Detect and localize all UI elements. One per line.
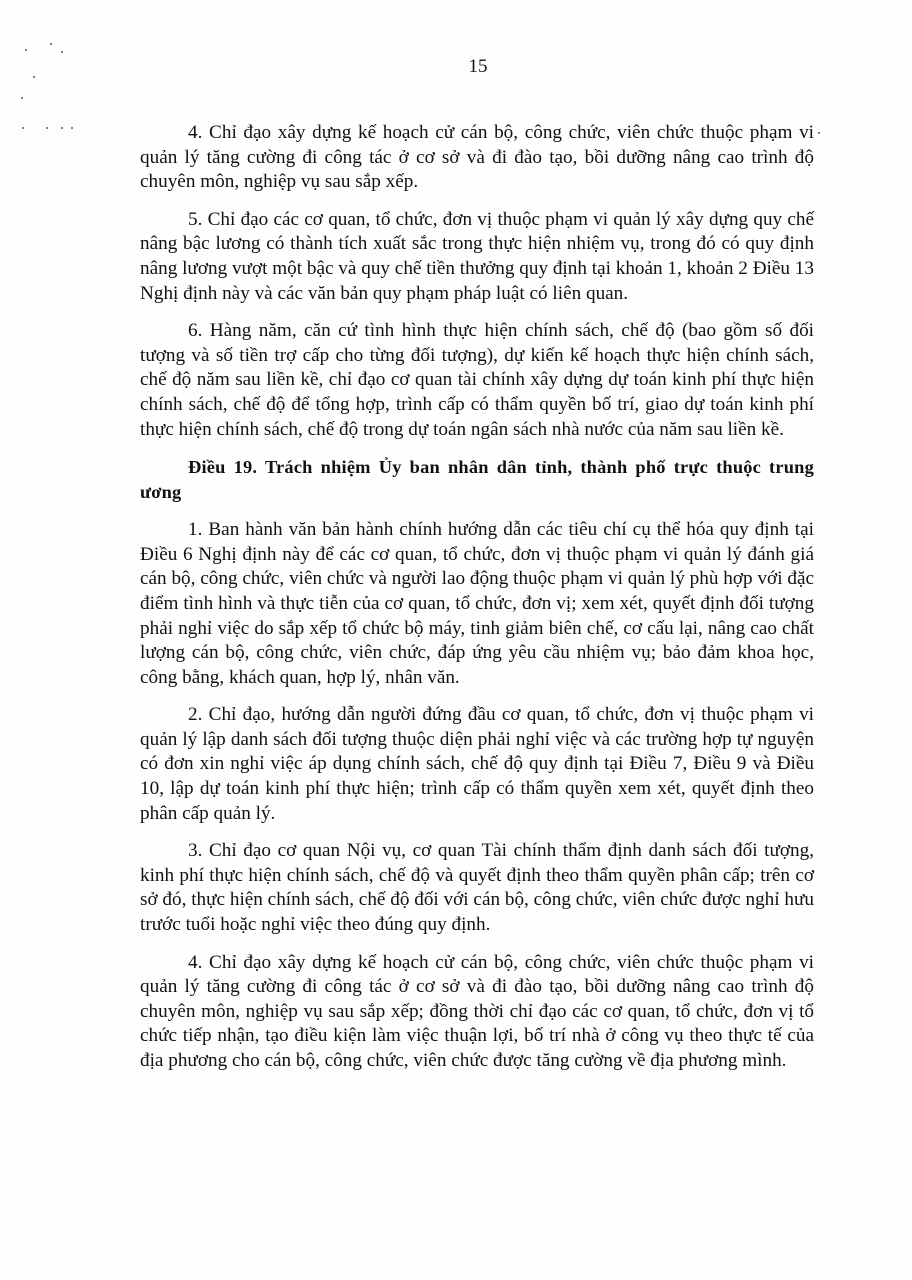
scan-speck: [46, 127, 48, 129]
scan-speck: [25, 49, 27, 51]
scan-speck: [818, 132, 820, 134]
article-19-paragraph-1: 1. Ban hành văn bản hành chính hướng dẫn các tiêu chí cụ thể hóa quy định tại Điều 6 Nghị định này để các cơ quan, tổ chức, đơn vị thuộc phạm vi quản lý đánh giá cán bộ, công chức, viên chức và người lao động thuộc phạm vi quản lý phù hợp với đặc điểm tình hình và thực tiễn của cơ quan, tổ chức, đơn vị; xem xét, quyết định đối tượng phải nghỉ việc do sắp xếp tổ chức bộ máy, tinh giảm biên chế, cơ cấu lại, nâng cao chất lượng cán bộ, công chức, viên chức, đáp ứng yêu cầu nhiệm vụ; bảo đảm khoa học, công bằng, khách quan, hợp lý, nhân văn.: [140, 519, 814, 688]
scan-speck: [50, 43, 52, 45]
paragraph-4: 4. Chỉ đạo xây dựng kế hoạch cử cán bộ, công chức, viên chức thuộc phạm vi quản lý tăng cường đi công tác ở cơ sở và đi đào tạo, bồi dưỡng nâng cao trình độ chuyên môn, nghiệp vụ sau sắp xếp.: [140, 122, 814, 193]
article-19-paragraph-2: 2. Chỉ đạo, hướng dẫn người đứng đầu cơ quan, tổ chức, đơn vị thuộc phạm vi quản lý lập danh sách đối tượng thuộc diện phải nghỉ việc và các trường hợp tự nguyện có đơn xin nghỉ việc áp dụng chính sách, chế độ quy định tại Điều 7, Điều 9 và Điều 10, lập dự toán kinh phí thực hiện; trình cấp có thẩm quyền xem xét, quyết định theo phân cấp quản lý.: [140, 704, 814, 824]
paragraph-6: 6. Hàng năm, căn cứ tình hình thực hiện chính sách, chế độ (bao gồm số đối tượng và số tiền trợ cấp cho từng đối tượng), dự kiến kế hoạch thực hiện chính sách, chế độ năm sau liền kề, chỉ đạo cơ quan tài chính xây dựng dự toán kinh phí thực hiện chính sách, chế độ để tổng hợp, trình cấp có thẩm quyền bố trí, giao dự toán kinh phí thực hiện chính sách, chế độ trong dự toán ngân sách nhà nước của năm sau liền kề.: [140, 320, 814, 440]
scan-speck: [61, 127, 63, 129]
page-number: 15: [468, 56, 488, 77]
scan-speck: [61, 51, 63, 53]
paragraph-5: 5. Chỉ đạo các cơ quan, tổ chức, đơn vị thuộc phạm vi quản lý xây dựng quy chế nâng bậc lương có thành tích xuất sắc trong thực hiện nhiệm vụ, trong đó có quy định nâng lương vượt một bậc và quy chế tiền thưởng quy định tại khoản 1, khoản 2 Điều 13 Nghị định này và các văn bản quy phạm pháp luật có liên quan.: [140, 208, 814, 304]
scan-speck: [22, 127, 24, 129]
article-19-paragraph-4: 4. Chỉ đạo xây dựng kế hoạch cử cán bộ, công chức, viên chức thuộc phạm vi quản lý tăng cường đi công tác ở cơ sở và đi đào tạo, bồi dưỡng nâng cao trình độ chuyên môn, nghiệp vụ sau sắp xếp; đồng thời chỉ đạo các cơ quan, tổ chức, đơn vị tổ chức tiếp nhận, tạo điều kiện làm việc thuận lợi, bố trí nhà ở công vụ theo thực tế của địa phương cho cán bộ, công chức, viên chức được tăng cường về địa phương mình.: [140, 951, 814, 1071]
document-body: [140, 121, 814, 1074]
article-19-heading: Điều 19. Trách nhiệm Ủy ban nhân dân tỉnh, thành phố trực thuộc trung ương: [140, 457, 814, 503]
scan-speck: [21, 97, 23, 99]
article-19-paragraph-3: 3. Chỉ đạo cơ quan Nội vụ, cơ quan Tài chính thẩm định danh sách đối tượng, kinh phí thực hiện chính sách, chế độ và quyết định theo thẩm quyền phân cấp; trên cơ sở đó, thực hiện chính sách, chế độ đối với cán bộ, công chức, viên chức được nghỉ hưu trước tuổi hoặc nghỉ việc theo đúng quy định.: [140, 840, 814, 936]
scan-speck: [71, 127, 73, 129]
